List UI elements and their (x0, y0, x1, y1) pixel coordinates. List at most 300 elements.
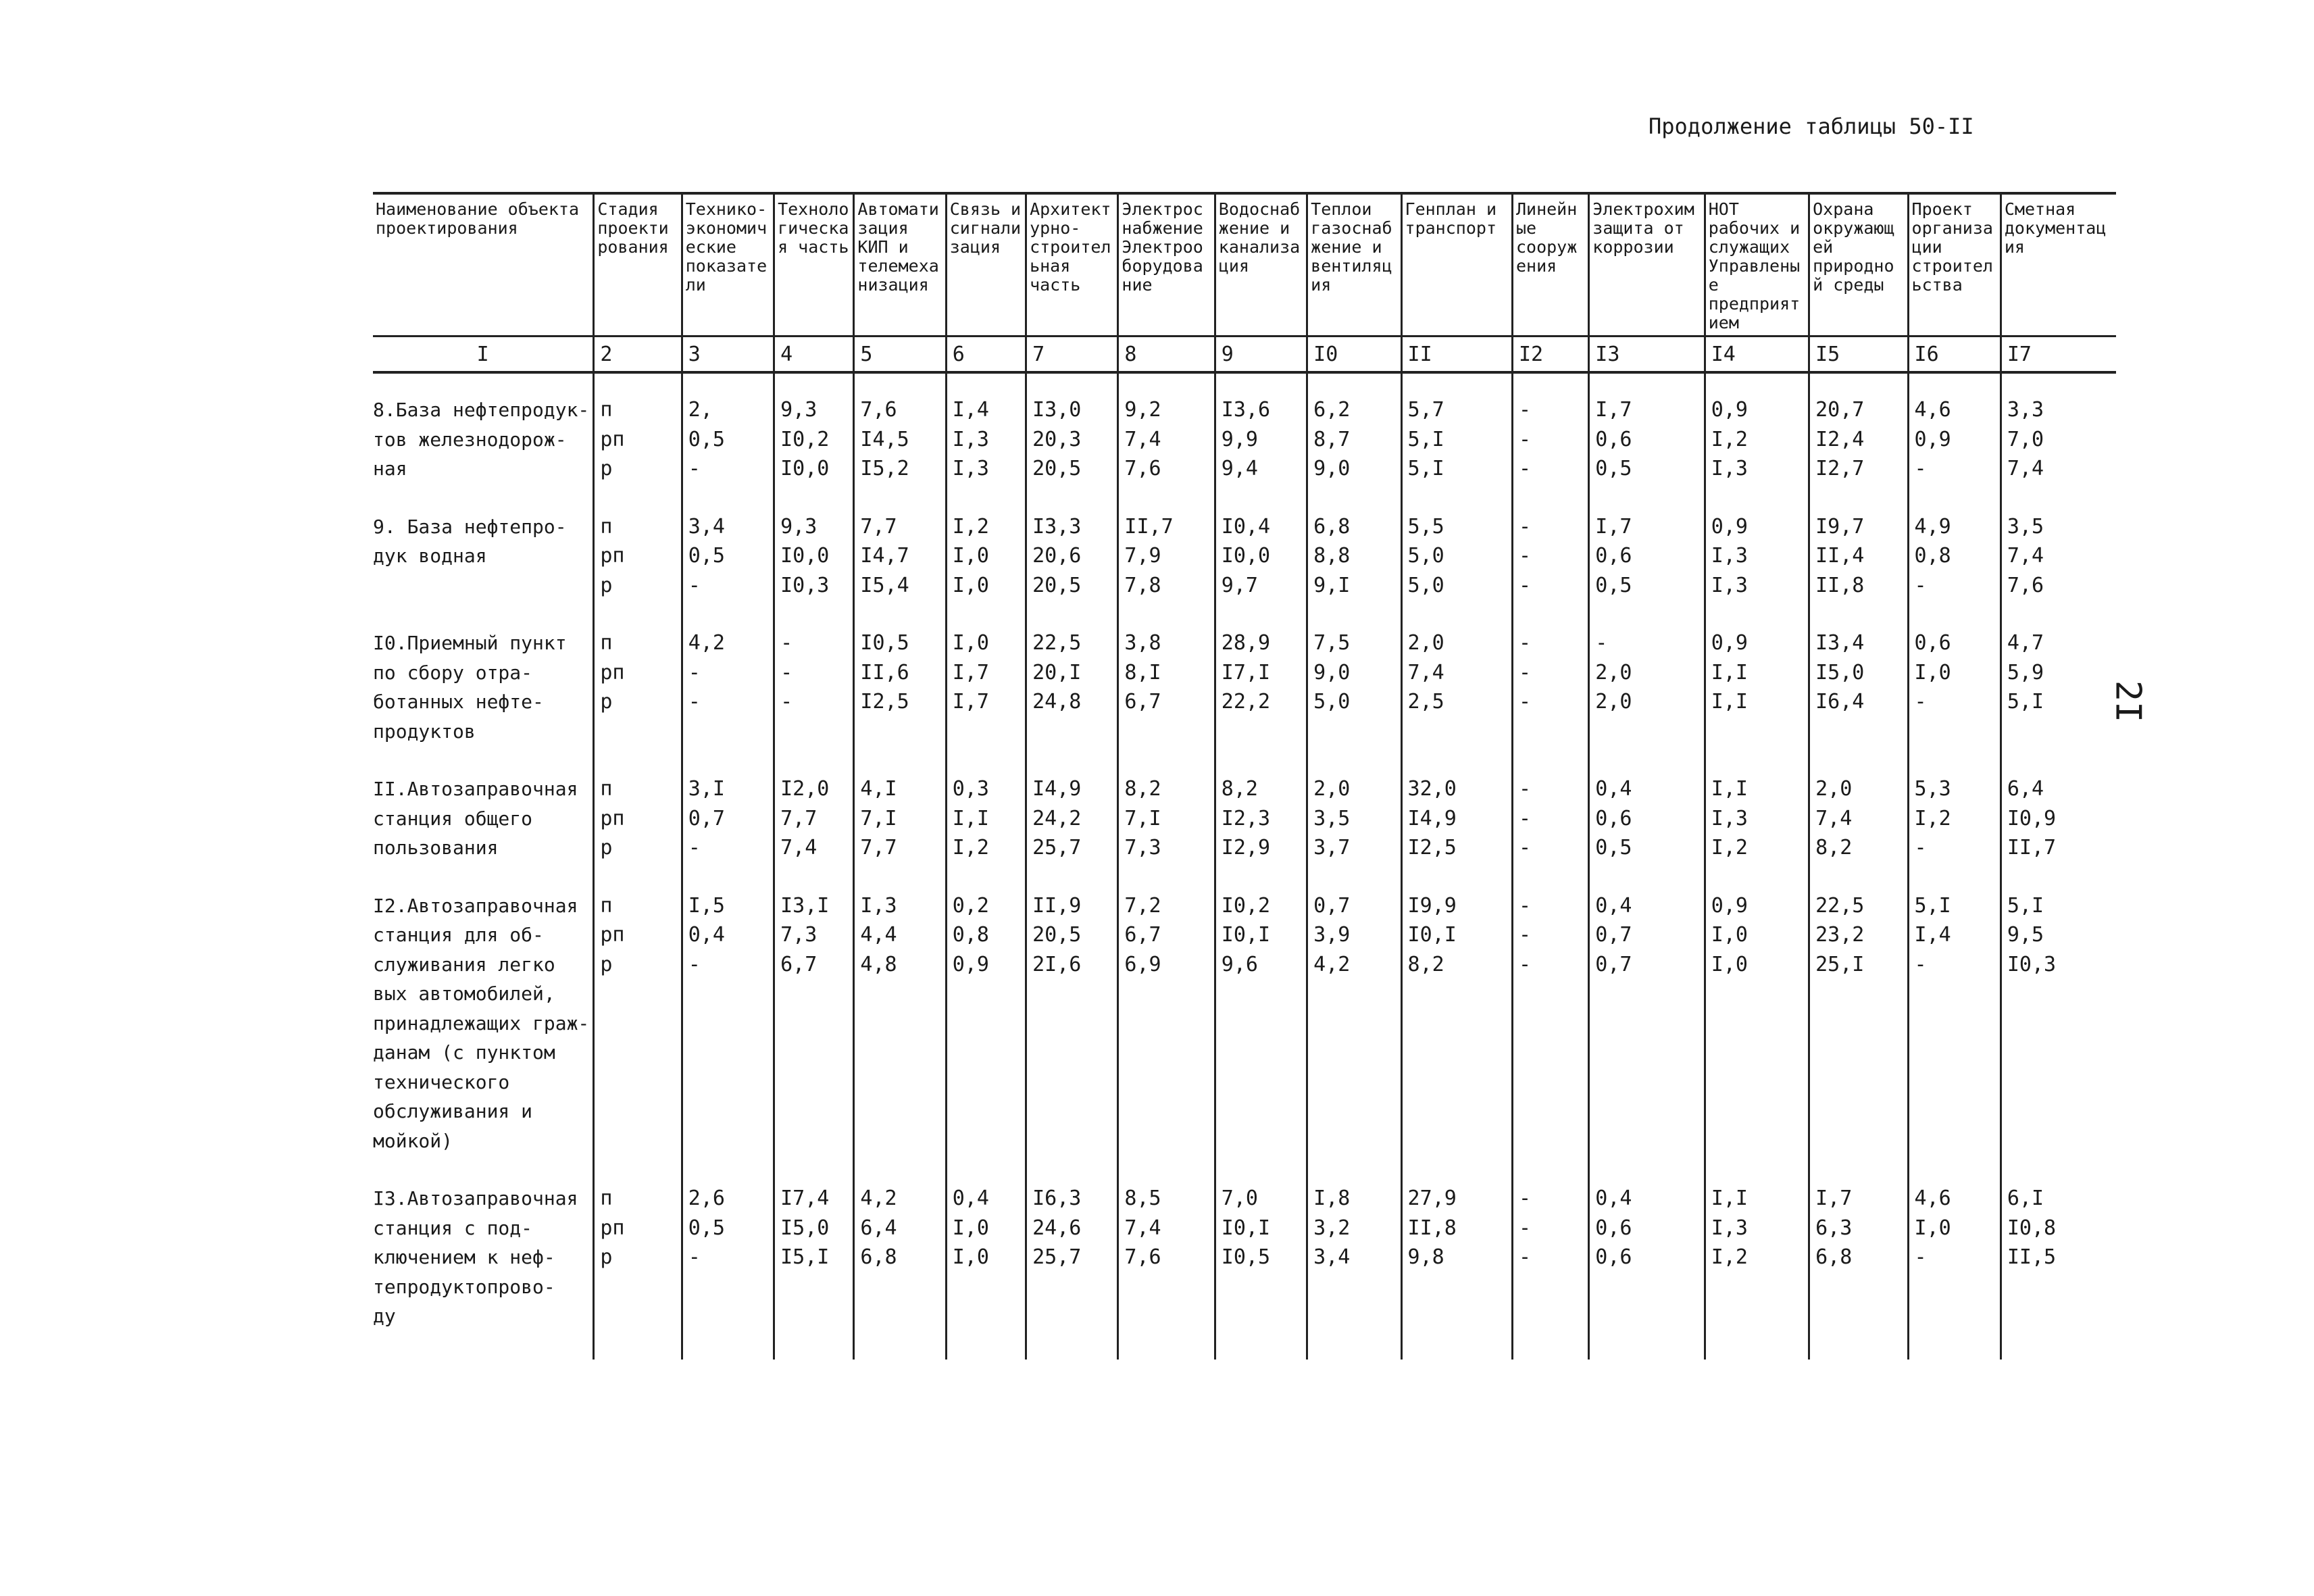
value-cell-col-3 (682, 774, 774, 863)
value-cell-col-12 (1512, 1184, 1588, 1331)
stage-value: п (600, 777, 613, 801)
name-line: мойкой) (373, 1129, 453, 1152)
name-line: тепродуктопрово- (373, 1275, 555, 1298)
object-name (373, 1184, 594, 1331)
value-cell-col-13 (1589, 628, 1705, 746)
value-cell-col-16 (1908, 774, 2001, 863)
cell-value: 7,4 (1815, 806, 1853, 830)
cell-value: - (1595, 631, 1608, 655)
column-header-17: Сметная документация (2001, 193, 2116, 336)
value-cell-col-12 (1512, 395, 1588, 484)
cell-value: 20,6 (1032, 544, 1082, 568)
cell-value: I6,3 (1032, 1187, 1082, 1210)
column-header-11: Генплан и транспорт (1401, 193, 1512, 336)
value-cell-col-13 (1589, 774, 1705, 863)
cell-value: 7,9 (1124, 544, 1161, 568)
value-cell-col-10 (1307, 512, 1401, 601)
cell-value: 0,6 (1595, 427, 1632, 451)
cell-value: 7,6 (1124, 1245, 1161, 1269)
cell-value: 5,9 (2007, 660, 2044, 684)
cell-value: - (688, 573, 701, 597)
value-cell-col-7 (1026, 1184, 1118, 1331)
value-cell-col-11 (1401, 628, 1512, 746)
object-group (373, 628, 2116, 774)
cell-value: I0,0 (780, 457, 830, 480)
name-line: I2.Автозаправочная (373, 894, 578, 917)
cell-value: 20,5 (1032, 573, 1082, 597)
cell-value: 3,8 (1124, 631, 1161, 655)
cell-value: 0,7 (1595, 952, 1632, 976)
stage-value: п (600, 398, 613, 422)
cell-value: 0,9 (1914, 427, 1951, 451)
cell-value: II,8 (1815, 573, 1865, 597)
value-cell-col-6 (946, 628, 1026, 746)
column-header-8: Электроснабжение Электрооборудование (1118, 193, 1215, 336)
object-group (373, 891, 2116, 1184)
cell-value: I0,0 (1221, 544, 1271, 568)
value-cell-col-5 (854, 774, 946, 863)
value-cell-col-9 (1215, 774, 1307, 863)
cell-value: I0,I (1221, 1216, 1271, 1240)
cell-value: I0,9 (2007, 806, 2057, 830)
value-cell-col-7 (1026, 395, 1118, 484)
cell-value: 5,I (1407, 427, 1444, 451)
cell-value: 6,4 (860, 1216, 897, 1240)
object-name (373, 395, 594, 484)
name-line: II.Автозаправочная (373, 778, 578, 800)
value-cell-col-6 (946, 891, 1026, 1156)
value-cell-col-4 (774, 891, 854, 1156)
cell-value: 27,9 (1407, 1187, 1457, 1210)
data-table (373, 192, 2116, 1360)
cell-value: 24,2 (1032, 806, 1082, 830)
cell-value: 0,8 (952, 923, 989, 947)
cell-value: - (1518, 398, 1532, 422)
value-cell-col-9 (1215, 395, 1307, 484)
cell-value: I3,0 (1032, 398, 1082, 422)
cell-value: II,9 (1032, 893, 1082, 918)
object-name (373, 891, 594, 1156)
stage-cell (594, 512, 682, 601)
cell-value: 0,4 (1595, 1187, 1632, 1210)
value-cell-col-13 (1589, 891, 1705, 1156)
name-line: продуктов (373, 720, 476, 743)
value-cell-col-9 (1215, 1184, 1307, 1331)
cell-value: 20,5 (1032, 457, 1082, 480)
cell-value: 0,5 (1595, 836, 1632, 859)
cell-value: I,0 (952, 1245, 989, 1269)
cell-value: - (1518, 893, 1532, 918)
value-cell-col-12 (1512, 774, 1588, 863)
cell-value: 25,7 (1032, 1245, 1082, 1269)
cell-value: 4,6 (1914, 1187, 1951, 1210)
column-number-17: I7 (2001, 336, 2116, 373)
value-cell-col-14 (1705, 512, 1809, 601)
value-cell-col-3 (682, 1184, 774, 1331)
column-header-3: Технико-экономические показатели (682, 193, 774, 336)
stage-value: рп (600, 923, 625, 947)
column-number-11: II (1401, 336, 1512, 373)
cell-value: 9,5 (2007, 923, 2044, 947)
cell-value: I2,4 (1815, 427, 1865, 451)
cell-value: I5,4 (860, 573, 909, 597)
cell-value: 7,7 (780, 806, 818, 830)
table-row (373, 891, 2116, 1156)
name-line: обслуживания и (373, 1100, 533, 1122)
column-number-9: 9 (1215, 336, 1307, 373)
cell-value: 2,0 (1595, 690, 1632, 714)
value-cell-col-14 (1705, 628, 1809, 746)
stage-value: п (600, 1187, 613, 1210)
cell-value: 3,4 (688, 514, 725, 539)
cell-value: 0,7 (688, 806, 725, 830)
cell-value: 3,5 (2007, 514, 2044, 539)
name-line: тов железнодорож- (373, 428, 567, 451)
stage-value: р (600, 690, 613, 714)
cell-value: 4,8 (860, 952, 897, 976)
cell-value: I,7 (952, 660, 989, 684)
value-cell-col-9 (1215, 512, 1307, 601)
cell-value: 6,8 (1815, 1245, 1853, 1269)
cell-value: 22,5 (1815, 893, 1865, 918)
cell-value: - (780, 631, 793, 655)
cell-value: I5,I (780, 1245, 830, 1269)
cell-value: 7,4 (1124, 427, 1161, 451)
value-cell-col-10 (1307, 1184, 1401, 1331)
value-cell-col-7 (1026, 512, 1118, 601)
cell-value: - (1518, 923, 1532, 947)
cell-value: 8,8 (1313, 544, 1351, 568)
column-header-15: Охрана окружающей природной среды (1809, 193, 1908, 336)
table-row (373, 1184, 2116, 1331)
value-cell-col-14 (1705, 891, 1809, 1156)
value-cell-col-8 (1118, 512, 1215, 601)
cell-value: 20,3 (1032, 427, 1082, 451)
column-header-10: Теплои газоснабжение и вентиляция (1307, 193, 1401, 336)
cell-value: I5,0 (1815, 660, 1865, 684)
cell-value: 22,2 (1221, 690, 1271, 714)
column-header-2: Стадия проектирования (594, 193, 682, 336)
name-line: пользования (373, 837, 499, 859)
column-header-5: Автоматизация КИП и телемеханизация (854, 193, 946, 336)
cell-value: I2,0 (780, 777, 830, 801)
value-cell-col-4 (774, 395, 854, 484)
cell-value: - (780, 690, 793, 714)
stage-value: р (600, 836, 613, 859)
cell-value: I,I (1711, 660, 1748, 684)
value-cell-col-3 (682, 891, 774, 1156)
column-header-1: Наименование объекта проектирования (373, 193, 594, 336)
cell-value: 0,9 (1711, 398, 1748, 422)
cell-value: - (688, 457, 701, 480)
cell-value: II,8 (1407, 1216, 1457, 1240)
cell-value: 8,7 (1313, 427, 1351, 451)
cell-value: I,I (1711, 1187, 1748, 1210)
value-cell-col-9 (1215, 891, 1307, 1156)
cell-value: I,0 (952, 631, 989, 655)
table-row (373, 628, 2116, 746)
value-cell-col-15 (1809, 512, 1908, 601)
cell-value: 7,I (860, 806, 897, 830)
cell-value: I9,9 (1407, 893, 1457, 918)
name-line: по сбору отра- (373, 661, 533, 684)
value-cell-col-17 (2001, 512, 2116, 601)
page-number: 2I (2107, 680, 2148, 723)
cell-value: - (1518, 660, 1532, 684)
cell-value: 6,8 (860, 1245, 897, 1269)
cell-value: I6,4 (1815, 690, 1865, 714)
cell-value: I9,7 (1815, 514, 1865, 539)
value-cell-col-13 (1589, 1184, 1705, 1331)
cell-value: I,3 (1711, 544, 1748, 568)
cell-value: 3,7 (1313, 836, 1351, 859)
value-cell-col-17 (2001, 774, 2116, 863)
cell-value: 7,4 (780, 836, 818, 859)
cell-value: I,3 (1711, 573, 1748, 597)
cell-value: 2,0 (1313, 777, 1351, 801)
cell-value: 5,0 (1313, 690, 1351, 714)
cell-value: 4,2 (1313, 952, 1351, 976)
cell-value: 2I,6 (1032, 952, 1082, 976)
object-name (373, 774, 594, 863)
cell-value: I4,5 (860, 427, 909, 451)
cell-value: 4,7 (2007, 631, 2044, 655)
cell-value: 8,2 (1815, 836, 1853, 859)
cell-value: 6,3 (1815, 1216, 1853, 1240)
value-cell-col-17 (2001, 628, 2116, 746)
cell-value: 0,9 (1711, 514, 1748, 539)
cell-value: 6,2 (1313, 398, 1351, 422)
cell-value: 0,6 (1595, 1216, 1632, 1240)
cell-value: 25,I (1815, 952, 1865, 976)
cell-value: 5,5 (1407, 514, 1444, 539)
column-number-12: I2 (1512, 336, 1588, 373)
value-cell-col-4 (774, 628, 854, 746)
value-cell-col-16 (1908, 891, 2001, 1156)
cell-value: II,6 (860, 660, 909, 684)
stage-value: р (600, 573, 613, 597)
cell-value: I0,2 (780, 427, 830, 451)
cell-value: 7,7 (860, 836, 897, 859)
cell-value: 0,5 (1595, 457, 1632, 480)
cell-value: 23,2 (1815, 923, 1865, 947)
value-cell-col-14 (1705, 774, 1809, 863)
column-header-13: Электрохимзащита от коррозии (1589, 193, 1705, 336)
cell-value: 7,0 (2007, 427, 2044, 451)
cell-value: - (1518, 631, 1532, 655)
cell-value: I,3 (952, 457, 989, 480)
cell-value: - (1518, 952, 1532, 976)
cell-value: I,7 (952, 690, 989, 714)
cell-value: 4,2 (688, 631, 725, 655)
cell-value: 0,7 (1595, 923, 1632, 947)
cell-value: 5,3 (1914, 777, 1951, 801)
cell-value: 0,9 (1711, 893, 1748, 918)
cell-value: I,3 (1711, 1216, 1748, 1240)
name-line: ду (373, 1305, 396, 1327)
cell-value: 0,6 (1595, 806, 1632, 830)
cell-value: I2,5 (1407, 836, 1457, 859)
cell-value: 0,5 (688, 1216, 725, 1240)
cell-value: - (1518, 573, 1532, 597)
cell-value: I,2 (952, 836, 989, 859)
stage-value: р (600, 952, 613, 976)
column-number-15: I5 (1809, 336, 1908, 373)
stage-value: р (600, 457, 613, 480)
cell-value: I0,5 (860, 631, 909, 655)
cell-value: 0,6 (1914, 631, 1951, 655)
value-cell-col-5 (854, 891, 946, 1156)
value-cell-col-17 (2001, 1184, 2116, 1331)
value-cell-col-5 (854, 512, 946, 601)
column-number-3: 3 (682, 336, 774, 373)
cell-value: 0,6 (1595, 544, 1632, 568)
cell-value: - (688, 660, 701, 684)
cell-value: 0,4 (688, 923, 725, 947)
cell-value: I,0 (1711, 923, 1748, 947)
object-name (373, 628, 594, 746)
cell-value: 5,7 (1407, 398, 1444, 422)
value-cell-col-8 (1118, 628, 1215, 746)
cell-value: - (1518, 690, 1532, 714)
name-line: 8.База нефтепродук- (373, 399, 590, 421)
cell-value: 3,I (688, 777, 725, 801)
stage-value: п (600, 514, 613, 539)
cell-value: 9,3 (780, 514, 818, 539)
value-cell-col-15 (1809, 774, 1908, 863)
stage-value: п (600, 631, 613, 655)
column-header-7: Архитектурно-строительная часть (1026, 193, 1118, 336)
cell-value: 22,5 (1032, 631, 1082, 655)
cell-value: 4,2 (860, 1187, 897, 1210)
cell-value: 7,5 (1313, 631, 1351, 655)
column-number-14: I4 (1705, 336, 1809, 373)
cell-value: 7,4 (2007, 544, 2044, 568)
cell-value: - (1518, 427, 1532, 451)
column-number-10: I0 (1307, 336, 1401, 373)
value-cell-col-11 (1401, 774, 1512, 863)
value-cell-col-5 (854, 628, 946, 746)
value-cell-col-16 (1908, 1184, 2001, 1331)
cell-value: 0,9 (952, 952, 989, 976)
stage-cell (594, 395, 682, 484)
cell-value: I,2 (1711, 836, 1748, 859)
cell-value: - (1518, 777, 1532, 801)
value-cell-col-4 (774, 774, 854, 863)
cell-value: 7,4 (1124, 1216, 1161, 1240)
cell-value: 2,5 (1407, 690, 1444, 714)
cell-value: - (1914, 573, 1927, 597)
cell-value: I2,9 (1221, 836, 1271, 859)
value-cell-col-15 (1809, 395, 1908, 484)
cell-value: I3,I (780, 893, 830, 918)
cell-value: I,3 (1711, 457, 1748, 480)
cell-value: 0,5 (688, 427, 725, 451)
cell-value: 4,4 (860, 923, 897, 947)
column-header-6: Связь и сигнализация (946, 193, 1026, 336)
cell-value: - (1914, 690, 1927, 714)
value-cell-col-8 (1118, 395, 1215, 484)
cell-value: - (1518, 1216, 1532, 1240)
cell-value: I,4 (1914, 923, 1951, 947)
value-cell-col-4 (774, 1184, 854, 1331)
cell-value: I5,2 (860, 457, 909, 480)
cell-value: - (1914, 457, 1927, 480)
name-line: I0.Приемный пункт (373, 632, 567, 654)
cell-value: I,3 (860, 893, 897, 918)
cell-value: I0,0 (780, 544, 830, 568)
cell-value: I,0 (1711, 952, 1748, 976)
cell-value: I,2 (952, 514, 989, 539)
column-header-16: Проект организации строительства (1908, 193, 2001, 336)
cell-value: II,5 (2007, 1245, 2057, 1269)
column-number-row (373, 336, 2116, 373)
table-row (373, 774, 2116, 863)
cell-value: 2,0 (1407, 631, 1444, 655)
stage-value: рп (600, 806, 625, 830)
cell-value: 7,6 (1124, 457, 1161, 480)
name-line: принадлежащих граж- (373, 1012, 590, 1034)
value-cell-col-9 (1215, 628, 1307, 746)
cell-value: 25,7 (1032, 836, 1082, 859)
cell-value: 20,5 (1032, 923, 1082, 947)
value-cell-col-6 (946, 1184, 1026, 1331)
cell-value: I,0 (952, 573, 989, 597)
stage-cell (594, 891, 682, 1156)
cell-value: I4,9 (1032, 777, 1082, 801)
cell-value: - (688, 690, 701, 714)
cell-value: I,0 (952, 1216, 989, 1240)
cell-value: 7,0 (1221, 1187, 1258, 1210)
cell-value: I3,6 (1221, 398, 1271, 422)
name-line: дук водная (373, 545, 487, 567)
value-cell-col-7 (1026, 628, 1118, 746)
cell-value: 9,4 (1221, 457, 1258, 480)
cell-value: I,2 (1711, 1245, 1748, 1269)
cell-value: 0,4 (1595, 777, 1632, 801)
cell-value: 3,5 (1313, 806, 1351, 830)
cell-value: I0,3 (2007, 952, 2057, 976)
cell-value: I,3 (952, 427, 989, 451)
cell-value: I,0 (1914, 1216, 1951, 1240)
value-cell-col-4 (774, 512, 854, 601)
column-number-7: 7 (1026, 336, 1118, 373)
cell-value: 8,2 (1407, 952, 1444, 976)
cell-value: 4,I (860, 777, 897, 801)
cell-value: 5,I (2007, 893, 2044, 918)
cell-value: I0,I (1407, 923, 1457, 947)
cell-value: 0,2 (952, 893, 989, 918)
cell-value: 0,7 (1313, 893, 1351, 918)
stage-cell (594, 628, 682, 746)
cell-value: I0,4 (1221, 514, 1271, 539)
cell-value: - (1518, 514, 1532, 539)
cell-value: 9,7 (1221, 573, 1258, 597)
cell-value: 8,2 (1124, 777, 1161, 801)
cell-value: 7,2 (1124, 893, 1161, 918)
name-line: вых автомобилей, (373, 982, 555, 1005)
cell-value: 7,7 (860, 514, 897, 539)
value-cell-col-11 (1401, 512, 1512, 601)
cell-value: 6,7 (1124, 923, 1161, 947)
column-number-6: 6 (946, 336, 1026, 373)
name-line: ная (373, 457, 407, 480)
cell-value: I,7 (1815, 1187, 1853, 1210)
cell-value: 0,5 (1595, 573, 1632, 597)
value-cell-col-10 (1307, 891, 1401, 1156)
cell-value: - (688, 836, 701, 859)
value-cell-col-16 (1908, 395, 2001, 484)
